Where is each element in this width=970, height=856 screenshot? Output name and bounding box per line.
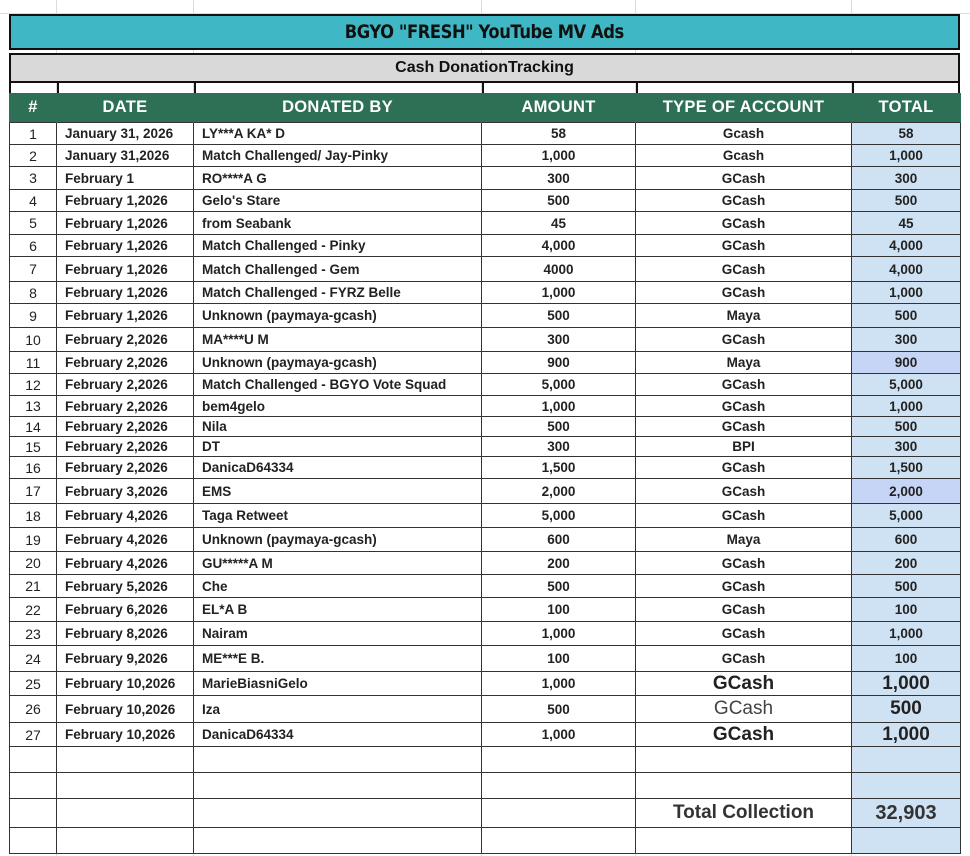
row-donor[interactable]: Match Challenged - FYRZ Belle xyxy=(194,282,482,304)
row-account-type[interactable]: GCash xyxy=(636,212,852,235)
row-number[interactable]: 20 xyxy=(10,552,57,575)
table-row xyxy=(10,672,961,696)
row-total[interactable]: 45 xyxy=(852,212,961,235)
row-account-type[interactable]: GCash xyxy=(636,235,852,257)
header-spacer xyxy=(9,83,960,93)
row-donor[interactable]: EL*A B xyxy=(194,598,482,622)
table-row xyxy=(10,696,961,723)
row-date[interactable]: February 10,2026 xyxy=(57,672,194,696)
row-total[interactable]: 100 xyxy=(852,646,961,672)
row-number[interactable]: 2 xyxy=(10,145,57,167)
row-donor[interactable]: bem4gelo xyxy=(194,396,482,417)
row-amount[interactable]: 4,000 xyxy=(482,235,636,257)
row-total[interactable]: 600 xyxy=(852,528,961,552)
table-row xyxy=(10,622,961,646)
total-collection-value[interactable]: 32,903 xyxy=(852,799,961,828)
table-row xyxy=(10,235,961,257)
row-donor[interactable]: from Seabank xyxy=(194,212,482,235)
row-donor[interactable]: MA****U M xyxy=(194,328,482,352)
row-total[interactable]: 500 xyxy=(852,190,961,212)
table-row xyxy=(10,598,961,622)
row-number[interactable]: 9 xyxy=(10,304,57,328)
row-account-type[interactable]: Gcash xyxy=(636,145,852,167)
row-number[interactable]: 25 xyxy=(10,672,57,696)
row-donor[interactable]: ME***E B. xyxy=(194,646,482,672)
row-date[interactable]: February 1,2026 xyxy=(57,282,194,304)
row-number[interactable]: 19 xyxy=(10,528,57,552)
total-collection-label[interactable]: Total Collection xyxy=(636,799,852,828)
row-donor[interactable]: Match Challenged - BGYO Vote Squad xyxy=(194,374,482,396)
row-donor[interactable]: MarieBiasniGelo xyxy=(194,672,482,696)
row-account-type[interactable]: GCash xyxy=(636,552,852,575)
row-donor[interactable]: EMS xyxy=(194,479,482,504)
row-amount[interactable]: 100 xyxy=(482,646,636,672)
row-date[interactable]: February 2,2026 xyxy=(57,437,194,457)
row-donor[interactable]: LY***A KA* D xyxy=(194,123,482,145)
row-account-type[interactable]: Gcash xyxy=(636,123,852,145)
row-account-type[interactable]: GCash xyxy=(636,723,852,747)
row-date[interactable]: February 4,2026 xyxy=(57,504,194,528)
row-date[interactable]: February 2,2026 xyxy=(57,374,194,396)
row-total[interactable]: 5,000 xyxy=(852,504,961,528)
row-donor[interactable]: DanicaD64334 xyxy=(194,457,482,479)
row-date[interactable]: February 6,2026 xyxy=(57,598,194,622)
row-date[interactable]: February 9,2026 xyxy=(57,646,194,672)
table-row xyxy=(10,304,961,328)
row-donor[interactable]: Gelo's Stare xyxy=(194,190,482,212)
header-num[interactable]: # xyxy=(10,93,57,123)
row-account-type[interactable]: GCash xyxy=(636,598,852,622)
row-amount[interactable]: 45 xyxy=(482,212,636,235)
empty-row xyxy=(10,747,961,773)
row-amount[interactable]: 1,500 xyxy=(482,457,636,479)
row-date[interactable]: February 2,2026 xyxy=(57,352,194,374)
row-amount[interactable]: 58 xyxy=(482,123,636,145)
row-total[interactable]: 58 xyxy=(852,123,961,145)
header-row xyxy=(10,93,961,123)
row-amount[interactable]: 5,000 xyxy=(482,374,636,396)
table-row xyxy=(10,552,961,575)
row-amount[interactable]: 100 xyxy=(482,598,636,622)
header-date[interactable]: DATE xyxy=(57,93,194,123)
row-donor[interactable]: Unknown (paymaya-gcash) xyxy=(194,352,482,374)
empty-row xyxy=(10,773,961,799)
row-total[interactable]: 100 xyxy=(852,598,961,622)
table-row xyxy=(10,646,961,672)
table-row xyxy=(10,328,961,352)
row-total[interactable]: 500 xyxy=(852,304,961,328)
table-row xyxy=(10,417,961,437)
row-total[interactable]: 4,000 xyxy=(852,235,961,257)
row-number[interactable]: 1 xyxy=(10,123,57,145)
row-donor[interactable]: Taga Retweet xyxy=(194,504,482,528)
row-amount[interactable]: 2,000 xyxy=(482,479,636,504)
row-account-type[interactable]: GCash xyxy=(636,479,852,504)
row-account-type[interactable]: GCash xyxy=(636,672,852,696)
row-date[interactable]: February 8,2026 xyxy=(57,622,194,646)
row-total[interactable]: 5,000 xyxy=(852,374,961,396)
row-amount[interactable]: 300 xyxy=(482,328,636,352)
row-total[interactable]: 500 xyxy=(852,696,961,723)
row-date[interactable]: February 4,2026 xyxy=(57,552,194,575)
row-donor[interactable]: Match Challenged/ Jay-Pinky xyxy=(194,145,482,167)
row-total[interactable]: 300 xyxy=(852,167,961,190)
row-amount[interactable]: 1,000 xyxy=(482,145,636,167)
row-date[interactable]: February 1,2026 xyxy=(57,257,194,282)
row-number[interactable]: 27 xyxy=(10,723,57,747)
row-donor[interactable]: Nairam xyxy=(194,622,482,646)
table-row xyxy=(10,479,961,504)
row-account-type[interactable]: GCash xyxy=(636,504,852,528)
row-account-type[interactable]: GCash xyxy=(636,575,852,598)
row-total[interactable]: 900 xyxy=(852,352,961,374)
row-number[interactable]: 23 xyxy=(10,622,57,646)
row-amount[interactable]: 500 xyxy=(482,575,636,598)
row-number[interactable]: 21 xyxy=(10,575,57,598)
header-donor[interactable]: DONATED BY xyxy=(194,93,482,123)
row-amount[interactable]: 5,000 xyxy=(482,504,636,528)
row-account-type[interactable]: GCash xyxy=(636,457,852,479)
header-type[interactable]: TYPE OF ACCOUNT xyxy=(636,93,852,123)
row-amount[interactable]: 1,000 xyxy=(482,672,636,696)
row-total[interactable]: 1,000 xyxy=(852,396,961,417)
table-row xyxy=(10,167,961,190)
row-number[interactable]: 17 xyxy=(10,479,57,504)
row-amount[interactable]: 500 xyxy=(482,304,636,328)
row-date[interactable]: January 31,2026 xyxy=(57,145,194,167)
row-amount[interactable]: 4000 xyxy=(482,257,636,282)
row-amount[interactable]: 600 xyxy=(482,528,636,552)
row-number[interactable]: 16 xyxy=(10,457,57,479)
row-number[interactable]: 5 xyxy=(10,212,57,235)
row-number[interactable]: 8 xyxy=(10,282,57,304)
row-donor[interactable]: Che xyxy=(194,575,482,598)
row-account-type[interactable]: Maya xyxy=(636,528,852,552)
row-date[interactable]: February 1,2026 xyxy=(57,235,194,257)
row-account-type[interactable]: GCash xyxy=(636,646,852,672)
row-account-type[interactable]: GCash xyxy=(636,257,852,282)
row-donor[interactable]: GU*****A M xyxy=(194,552,482,575)
row-date[interactable]: February 2,2026 xyxy=(57,328,194,352)
row-donor[interactable]: Iza xyxy=(194,696,482,723)
row-account-type[interactable]: BPI xyxy=(636,437,852,457)
row-donor[interactable]: Match Challenged - Pinky xyxy=(194,235,482,257)
row-number[interactable]: 26 xyxy=(10,696,57,723)
donation-table xyxy=(9,93,961,854)
row-total[interactable]: 300 xyxy=(852,437,961,457)
row-number[interactable]: 22 xyxy=(10,598,57,622)
table-row xyxy=(10,396,961,417)
row-total[interactable]: 300 xyxy=(852,328,961,352)
row-date[interactable]: February 10,2026 xyxy=(57,696,194,723)
row-account-type[interactable]: GCash xyxy=(636,417,852,437)
row-amount[interactable]: 500 xyxy=(482,696,636,723)
row-date[interactable]: February 2,2026 xyxy=(57,457,194,479)
table-row xyxy=(10,257,961,282)
row-amount[interactable]: 1,000 xyxy=(482,723,636,747)
row-account-type[interactable]: Maya xyxy=(636,352,852,374)
row-donor[interactable]: DT xyxy=(194,437,482,457)
table-row xyxy=(10,437,961,457)
row-total[interactable]: 1,000 xyxy=(852,723,961,747)
row-donor[interactable]: Unknown (paymaya-gcash) xyxy=(194,528,482,552)
row-total[interactable]: 2,000 xyxy=(852,479,961,504)
row-total[interactable]: 1,000 xyxy=(852,145,961,167)
row-number[interactable]: 24 xyxy=(10,646,57,672)
row-date[interactable]: February 4,2026 xyxy=(57,528,194,552)
row-number[interactable]: 6 xyxy=(10,235,57,257)
row-total[interactable]: 1,500 xyxy=(852,457,961,479)
row-number[interactable]: 18 xyxy=(10,504,57,528)
row-total[interactable]: 500 xyxy=(852,417,961,437)
row-total[interactable]: 500 xyxy=(852,575,961,598)
row-total[interactable]: 200 xyxy=(852,552,961,575)
row-account-type[interactable]: GCash xyxy=(636,374,852,396)
row-donor[interactable]: DanicaD64334 xyxy=(194,723,482,747)
row-amount[interactable]: 1,000 xyxy=(482,396,636,417)
sheet-title[interactable]: BGYO "FRESH" YouTube MV Ads xyxy=(9,14,960,50)
table-row xyxy=(10,723,961,747)
row-amount[interactable]: 300 xyxy=(482,437,636,457)
row-account-type[interactable]: GCash xyxy=(636,282,852,304)
table-row xyxy=(10,457,961,479)
row-amount[interactable]: 500 xyxy=(482,417,636,437)
row-account-type[interactable]: GCash xyxy=(636,328,852,352)
row-number[interactable]: 13 xyxy=(10,396,57,417)
row-number[interactable]: 15 xyxy=(10,437,57,457)
row-number[interactable]: 10 xyxy=(10,328,57,352)
row-account-type[interactable]: GCash xyxy=(636,696,852,723)
row-amount[interactable]: 900 xyxy=(482,352,636,374)
row-date[interactable]: February 1 xyxy=(57,167,194,190)
row-date[interactable]: February 1,2026 xyxy=(57,212,194,235)
row-donor[interactable]: RO****A G xyxy=(194,167,482,190)
total-row xyxy=(10,799,961,828)
table-row xyxy=(10,123,961,145)
row-amount[interactable]: 200 xyxy=(482,552,636,575)
row-date[interactable]: January 31, 2026 xyxy=(57,123,194,145)
row-account-type[interactable]: Maya xyxy=(636,304,852,328)
row-amount[interactable]: 500 xyxy=(482,190,636,212)
header-amount[interactable]: AMOUNT xyxy=(482,93,636,123)
row-amount[interactable]: 1,000 xyxy=(482,622,636,646)
table-row xyxy=(10,504,961,528)
empty-row xyxy=(10,828,961,854)
table-row xyxy=(10,212,961,235)
row-number[interactable]: 4 xyxy=(10,190,57,212)
table-row xyxy=(10,145,961,167)
row-amount[interactable]: 1,000 xyxy=(482,282,636,304)
row-number[interactable]: 7 xyxy=(10,257,57,282)
table-row xyxy=(10,282,961,304)
row-account-type[interactable]: GCash xyxy=(636,396,852,417)
row-account-type[interactable]: GCash xyxy=(636,167,852,190)
row-number[interactable]: 14 xyxy=(10,417,57,437)
row-donor[interactable]: Unknown (paymaya-gcash) xyxy=(194,304,482,328)
table-row xyxy=(10,352,961,374)
row-number[interactable]: 12 xyxy=(10,374,57,396)
row-number[interactable]: 3 xyxy=(10,167,57,190)
row-total[interactable]: 4,000 xyxy=(852,257,961,282)
row-date[interactable]: February 3,2026 xyxy=(57,479,194,504)
row-date[interactable]: February 5,2026 xyxy=(57,575,194,598)
sheet-subtitle[interactable]: Cash DonationTracking xyxy=(9,53,960,83)
row-date[interactable]: February 2,2026 xyxy=(57,417,194,437)
row-date[interactable]: February 2,2026 xyxy=(57,396,194,417)
row-total[interactable]: 1,000 xyxy=(852,672,961,696)
row-donor[interactable]: Nila xyxy=(194,417,482,437)
table-row xyxy=(10,374,961,396)
row-account-type[interactable]: GCash xyxy=(636,190,852,212)
row-amount[interactable]: 300 xyxy=(482,167,636,190)
row-date[interactable]: February 10,2026 xyxy=(57,723,194,747)
row-account-type[interactable]: GCash xyxy=(636,622,852,646)
table-row xyxy=(10,190,961,212)
table-row xyxy=(10,528,961,552)
row-number[interactable]: 11 xyxy=(10,352,57,374)
row-total[interactable]: 1,000 xyxy=(852,622,961,646)
row-date[interactable]: February 1,2026 xyxy=(57,304,194,328)
row-total[interactable]: 1,000 xyxy=(852,282,961,304)
table-row xyxy=(10,575,961,598)
header-total[interactable]: TOTAL xyxy=(852,93,961,123)
row-date[interactable]: February 1,2026 xyxy=(57,190,194,212)
row-donor[interactable]: Match Challenged - Gem xyxy=(194,257,482,282)
